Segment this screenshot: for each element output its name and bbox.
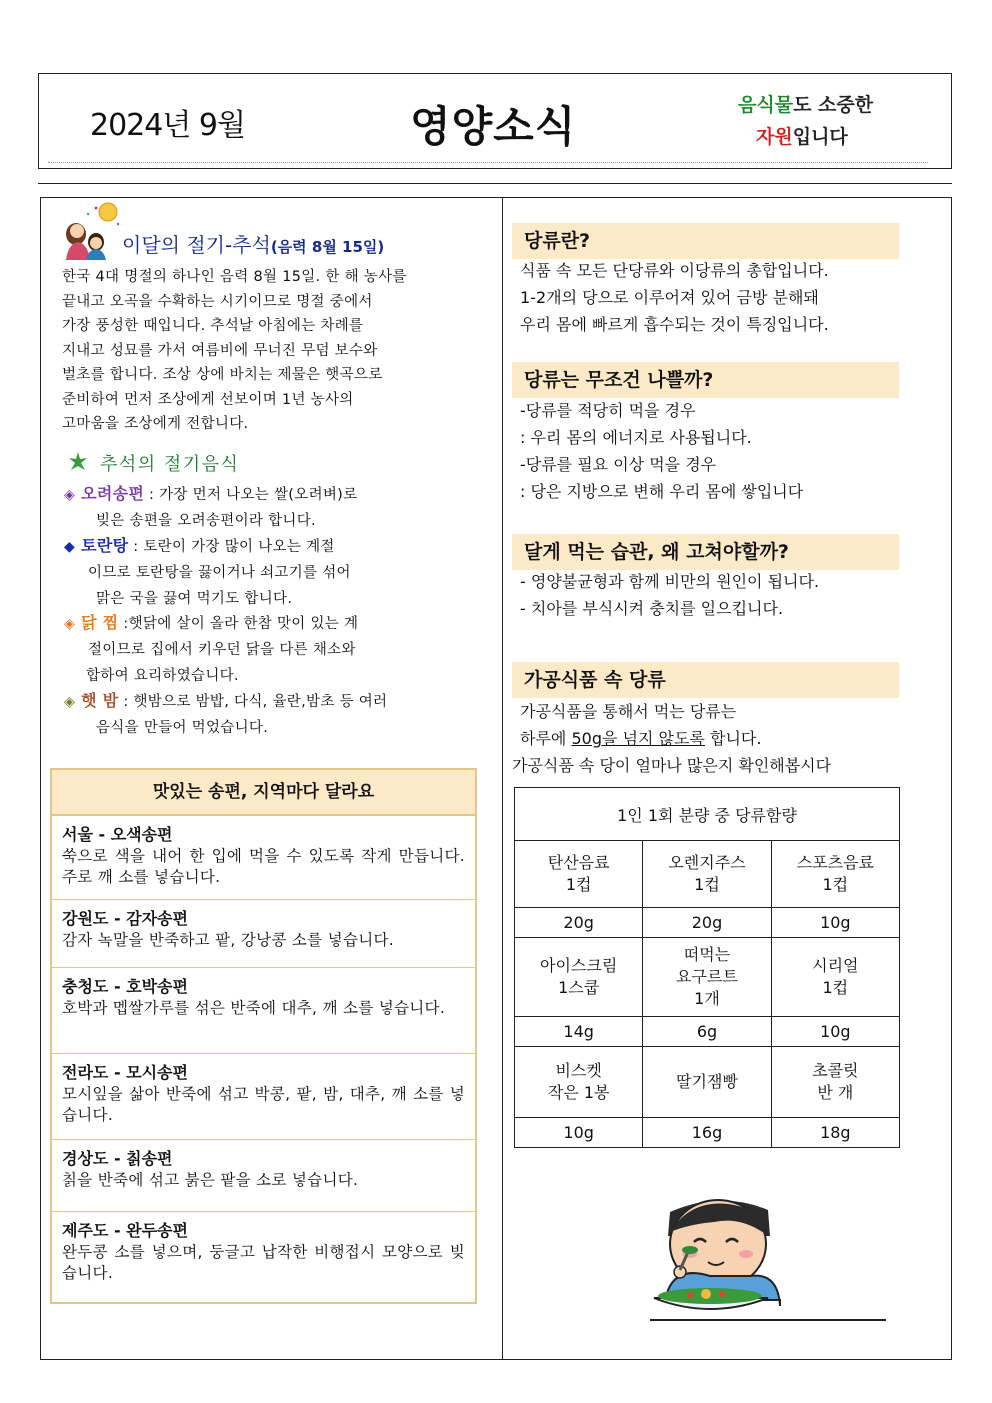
item-serving: 1스쿱 <box>558 978 600 997</box>
food-line: 햇닭에 살이 올라 한참 맛이 있는 계 <box>128 616 359 632</box>
table-row <box>52 1140 475 1212</box>
processed-food-heading: 가공식품 속 당류 <box>512 662 899 698</box>
item-serving: 1컵 <box>822 875 849 894</box>
region-desc: 감자 녹말을 반죽하고 팥, 강낭콩 소를 넣습니다. <box>62 931 395 949</box>
region-desc: 쑥으로 색을 내어 한 입에 먹을 수 있도록 작게 만듭니다. 주로 깨 소를 넣습니다. <box>62 847 465 886</box>
season-title-main: 이달의 절기-추석 <box>122 233 271 257</box>
region-title: 서울 - 오색송편 <box>62 825 173 844</box>
item-name: 탄산음료 <box>547 853 610 872</box>
region-title: 제주도 - 완두송편 <box>62 1221 188 1240</box>
food-line: 맑은 국을 끓여 먹기도 합니다. <box>96 591 293 607</box>
text-line: -당류를 적당히 먹을 경우 <box>520 401 696 420</box>
intro-line: 한국 4대 명절의 하나인 음력 8월 15일. 한 해 농사를 <box>62 269 407 285</box>
slogan-highlight-red: 자원 <box>756 126 793 148</box>
food-sep: : <box>128 539 144 555</box>
food-item-haet-bam <box>64 688 484 741</box>
text-line: -당류를 필요 이상 먹을 경우 <box>520 455 717 474</box>
intro-line: 가장 풍성한 때입니다. 추석날 아침에는 차례를 <box>62 318 364 334</box>
sugar-value: 18g <box>771 1118 899 1148</box>
slogan-line-1 <box>738 90 873 117</box>
text-line <box>520 725 900 752</box>
boy-eating-salad-illustration-icon <box>650 1196 886 1326</box>
item-name: 딸기잼빵 <box>676 1072 738 1091</box>
season-title-paren: (음력 8월 15일) <box>270 238 385 256</box>
sweet-habit-heading: 달게 먹는 습관, 왜 고쳐야할까? <box>512 534 899 570</box>
food-line: 합하여 요리하였습니다. <box>86 668 239 684</box>
sugar-value: 10g <box>771 1017 899 1047</box>
item-serving: 1개 <box>694 989 720 1008</box>
header-dotted-divider <box>48 162 928 163</box>
item-serving: 반 개 <box>817 1083 854 1102</box>
diamond-bullet-icon: ◈ <box>64 616 76 632</box>
region-desc: 모시잎을 삶아 반죽에 섞고 박콩, 팥, 밤, 대추, 깨 소를 넣습니다. <box>62 1085 465 1124</box>
limit-underlined: 50g을 넘지 않도록 <box>571 729 705 748</box>
item-name: 비스켓 <box>555 1061 602 1080</box>
text-line: - 치아를 부식시켜 충치를 일으킵니다. <box>520 599 784 618</box>
text-line: 식품 속 모든 단당류와 이당류의 총합입니다. <box>520 261 829 280</box>
table-cell <box>643 938 771 1017</box>
item-serving: 1컵 <box>565 875 592 894</box>
table-row <box>52 1212 475 1302</box>
table-caption: 1인 1회 분량 중 당류함량 <box>515 788 900 841</box>
item-name: 요구르트 <box>676 967 738 986</box>
text-line: 1-2개의 당으로 이루어져 있어 금방 분해돼 <box>520 288 819 307</box>
table-cell <box>515 1047 643 1118</box>
item-name: 아이스크림 <box>540 956 618 975</box>
season-title <box>122 229 384 258</box>
text-part: 합니다. <box>704 729 762 748</box>
text-line: : 당은 지방으로 변해 우리 몸에 쌓입니다 <box>520 482 804 501</box>
sugar-definition-text <box>520 257 900 338</box>
food-line: 햇밤으로 밤밥, 다식, 율란,밤초 등 여러 <box>133 694 388 710</box>
region-desc: 칡을 반죽에 섞고 붉은 팥을 소로 넣습니다. <box>62 1171 359 1189</box>
region-title: 강원도 - 감자송편 <box>62 909 188 928</box>
table-cell <box>643 1047 771 1118</box>
sugar-bad-heading: 당류는 무조건 나쁠까? <box>512 362 899 398</box>
holiday-foods-title: 추석의 절기음식 <box>100 454 240 475</box>
table-cell <box>515 938 643 1017</box>
item-name: 스포츠음료 <box>796 853 874 872</box>
food-line: 가장 먼저 나오는 쌀(오려벼)로 <box>159 487 358 503</box>
sugar-value: 20g <box>515 908 643 938</box>
food-name: 토란탕 <box>81 536 129 555</box>
sugar-value: 20g <box>643 908 771 938</box>
sugar-value: 10g <box>771 908 899 938</box>
songpyeon-table-title: 맛있는 송편, 지역마다 달라요 <box>52 770 475 816</box>
food-line: 토란이 가장 많이 나오는 계절 <box>143 539 335 555</box>
sugar-content-table <box>514 787 900 1148</box>
text-line: - 영양불균형과 함께 비만의 원인이 됩니다. <box>520 572 820 591</box>
region-title: 경상도 - 칡송편 <box>62 1149 173 1168</box>
family-moon-illustration-icon <box>60 200 122 262</box>
text-part: 하루에 <box>520 729 572 748</box>
table-row <box>52 816 475 900</box>
sugar-bad-text <box>520 397 900 505</box>
food-sep: : <box>118 694 134 710</box>
intro-line: 지내고 성묘를 가서 여름비에 무너진 무덤 보수와 <box>62 342 378 359</box>
food-item-toran-tang <box>64 533 484 612</box>
processed-food-text <box>520 698 900 752</box>
region-desc: 호박과 멥쌀가루를 섞은 반죽에 대추, 깨 소를 넣습니다. <box>62 999 446 1017</box>
region-title: 충청도 - 호박송편 <box>62 977 188 996</box>
food-item-dak-jjim <box>64 610 484 689</box>
table-row <box>52 1054 475 1140</box>
diamond-bullet-icon: ◈ <box>64 487 76 503</box>
table-cell <box>643 841 771 908</box>
food-name: 오려송편 <box>81 484 145 503</box>
season-intro <box>62 265 482 437</box>
food-sep: : <box>144 487 160 503</box>
food-item-oryeo-songpyeon <box>64 481 484 534</box>
table-row <box>52 900 475 968</box>
processed-food-prompt: 가공식품 속 당이 얼마나 많은지 확인해봅시다 <box>512 756 832 775</box>
item-serving: 1컵 <box>694 875 720 894</box>
slogan-rest-2: 입니다 <box>792 126 848 148</box>
sugar-value: 10g <box>515 1118 643 1148</box>
leaf-icon <box>66 450 90 474</box>
region-desc: 완두콩 소를 넣으며, 둥글고 납작한 비행접시 모양으로 빚습니다. <box>62 1243 465 1282</box>
food-line: 이므로 토란탕을 끓이거나 쇠고기를 섞어 <box>88 565 351 581</box>
food-sep: : <box>118 616 129 632</box>
food-line: 음식을 만들어 먹었습니다. <box>96 720 269 736</box>
diamond-bullet-icon: ◆ <box>64 539 76 555</box>
diamond-bullet-icon: ◈ <box>64 694 76 710</box>
slogan-rest-1: 도 소중한 <box>793 94 874 116</box>
table-cell <box>771 1047 899 1118</box>
page-title: 영양소식 <box>410 102 577 151</box>
sugar-definition-heading: 당류란? <box>512 223 899 259</box>
sugar-value: 6g <box>643 1017 771 1047</box>
column-divider <box>502 197 503 1360</box>
item-name: 떠먹는 <box>683 945 731 964</box>
table-cell <box>771 938 899 1017</box>
text-line: : 우리 몸의 에너지로 사용됩니다. <box>520 428 752 447</box>
header-rule <box>38 183 952 184</box>
item-name: 초콜릿 <box>812 1061 859 1080</box>
item-serving: 작은 1봉 <box>547 1083 610 1102</box>
intro-line: 고마움을 조상에게 전합니다. <box>62 416 249 432</box>
item-name: 오렌지주스 <box>668 853 746 872</box>
text-line: 가공식품을 통해서 먹는 당류는 <box>520 702 737 721</box>
food-line: 빚은 송편을 오려송편이라 합니다. <box>96 513 316 529</box>
table-row <box>52 968 475 1054</box>
table-cell <box>771 841 899 908</box>
issue-date: 2024년 9월 <box>90 108 245 143</box>
region-title: 전라도 - 모시송편 <box>62 1063 188 1082</box>
sugar-value: 14g <box>515 1017 643 1047</box>
slogan-line-2 <box>756 122 848 149</box>
intro-line: 끝내고 오곡을 수확하는 시기이므로 명절 중에서 <box>62 293 373 310</box>
item-name: 시리얼 <box>812 956 859 975</box>
food-name: 닭 찜 <box>81 613 119 632</box>
item-serving: 1컵 <box>822 978 849 997</box>
intro-line: 준비하여 먼저 조상에게 선보이며 1년 농사의 <box>62 391 354 408</box>
sweet-habit-text <box>520 568 900 622</box>
intro-line: 벌초를 합니다. 조상 상에 바치는 제물은 햇곡으로 <box>62 367 383 383</box>
text-line: 우리 몸에 빠르게 흡수되는 것이 특징입니다. <box>520 315 829 334</box>
food-name: 햇 밤 <box>81 691 119 710</box>
table-cell <box>515 841 643 908</box>
sugar-value: 16g <box>643 1118 771 1148</box>
food-line: 절이므로 집에서 키우던 닭을 다른 채소와 <box>88 642 356 658</box>
slogan-highlight-green: 음식물 <box>738 94 794 116</box>
